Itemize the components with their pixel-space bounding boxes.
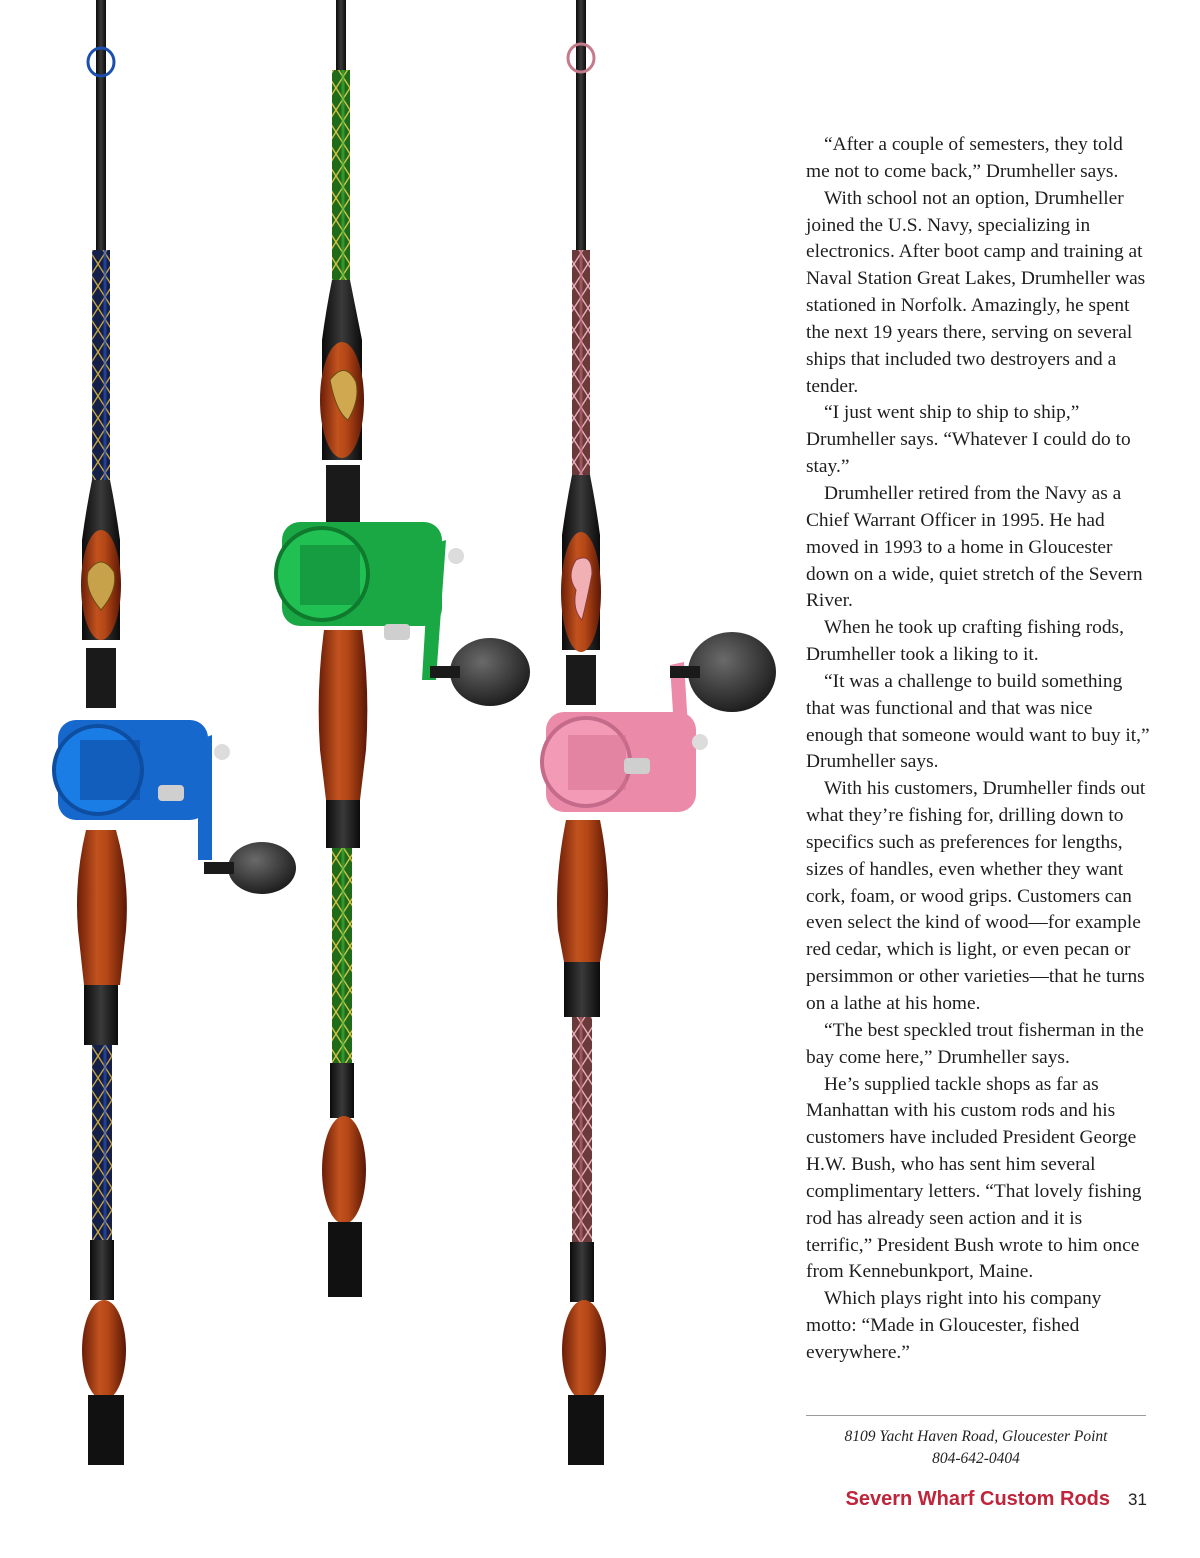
article-paragraph: When he took up crafting fishing rods, Drumheller took a liking to it. — [806, 617, 1124, 666]
article-body — [806, 132, 1151, 1367]
business-address: 8109 Yacht Haven Road, Gloucester Point — [844, 1428, 1108, 1445]
rod-pink — [542, 0, 776, 1465]
blue-reel — [54, 720, 230, 860]
article-paragraph: Drumheller retired from the Navy as a Chief Warrant Officer in 1995. He had moved in 1993 to a home in Gloucester down on a wide, quiet stretch of the Severn River. — [806, 482, 1143, 612]
contact-divider — [806, 1415, 1146, 1416]
article-paragraph: “I just went ship to ship to ship,” Drumheller says. “Whatever I could do to stay.” — [806, 402, 1131, 478]
contact-info — [806, 1426, 1146, 1470]
rod-blue — [54, 0, 296, 1465]
business-phone: 804-642-0404 — [932, 1450, 1020, 1467]
article-paragraph: Which plays right into his company motto: “Made in Gloucester, fished everywhere.” — [806, 1288, 1102, 1363]
article-paragraph: “It was a challenge to build something that was functional and that was nice enough that someone would want to buy it,” Drumheller says. — [806, 670, 1150, 773]
footer-section-title: Severn Wharf Custom Rods — [845, 1488, 1110, 1510]
article-paragraph: With school not an option, Drumheller joined the U.S. Navy, specializing in electronics. After boot camp and training at Naval Station Great Lakes, Drumheller was stationed in Norfolk. Amazingly, he spent the next 19 years there, serving on several ships that included two destroyers and a tender. — [806, 187, 1146, 397]
article-paragraph: With his customers, Drumheller finds out what they’re fishing for, drilling down to specifics such as preferences for lengths, sizes of handles, even whether they want cork, foam, or wood grips. Customers can even select the kind of wood—for example red cedar, which is light, or even pecan or persimmon or other varieties—that he turns on a lathe at his home. — [806, 778, 1146, 1014]
page-number: 31 — [1128, 1490, 1147, 1509]
green-reel — [276, 522, 464, 680]
rod-green — [276, 0, 530, 1297]
article-paragraph: “After a couple of semesters, they told me not to come back,” Drumheller says. — [806, 134, 1123, 182]
article-paragraph: “The best speckled trout fisherman in the bay come here,” Drumheller says. — [806, 1019, 1144, 1068]
article-paragraph: He’s supplied tackle shops as far as Manhattan with his custom rods and his customers have included President George H.W. Bush, who has sent him several complimentary letters. “That lovely fishing rod has already seen action and it is terrific,” President Bush wrote to him once from Kennebunkport, Maine. — [806, 1073, 1142, 1283]
